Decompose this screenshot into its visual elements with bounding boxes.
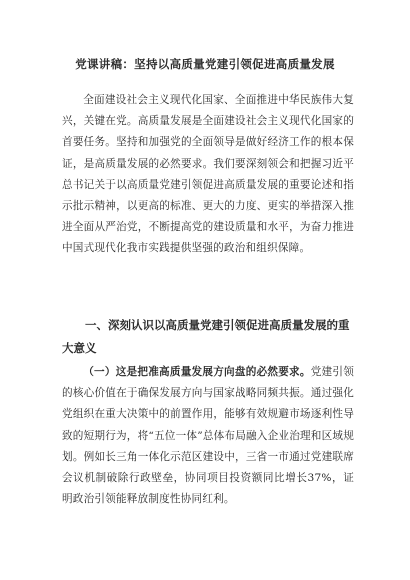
intro-paragraph bbox=[62, 90, 354, 260]
section-heading: 一、深刻认识以高质量党建引领促进高质量发展的重大意义 bbox=[62, 318, 350, 355]
intro-text: 全面建设社会主义现代化国家、全面推进中华民族伟大复兴，关键在党。高质量发展是全面建设社会主义现代化国家的首要任务。坚持和加强党的全面领导是做好经济工作的根本保证，是高质量发展的必然要求。我们要深刻领会和把握习近平总书记关于以高质量党建引领促进高质量发展的重要论述和指示批示精神，以更高的标准、更大的力度、更实的举措深入推进全面从严治党，不断提高党的建设质量和水平，为奋力推进中国式现代化我市实践提供坚强的政治和组织保障。 bbox=[62, 94, 354, 255]
subsection-body: 党建引领的核心价值在于确保发展方向与国家战略同频共振。通过强化党组织在重大决策中的前置作用，能够有效规避市场逐利性导致的短期行为，将“五位一体”总体布局融入企业治理和区域规划。例如长三角一体化示范区建设中，三省一市通过党建联席会议机制破除行政壁垒，协同项目投资额同比增长37%，证明政治引领能释放制度性协同红利。 bbox=[62, 366, 354, 506]
document-title: 党课讲稿：坚持以高质量党建引领促进高质量发展 bbox=[75, 57, 335, 71]
subsection-text bbox=[62, 362, 354, 510]
subsection-paragraph bbox=[62, 362, 354, 510]
subsection-lead: （一）这是把准高质量发展方向盘的必然要求。 bbox=[83, 366, 311, 378]
